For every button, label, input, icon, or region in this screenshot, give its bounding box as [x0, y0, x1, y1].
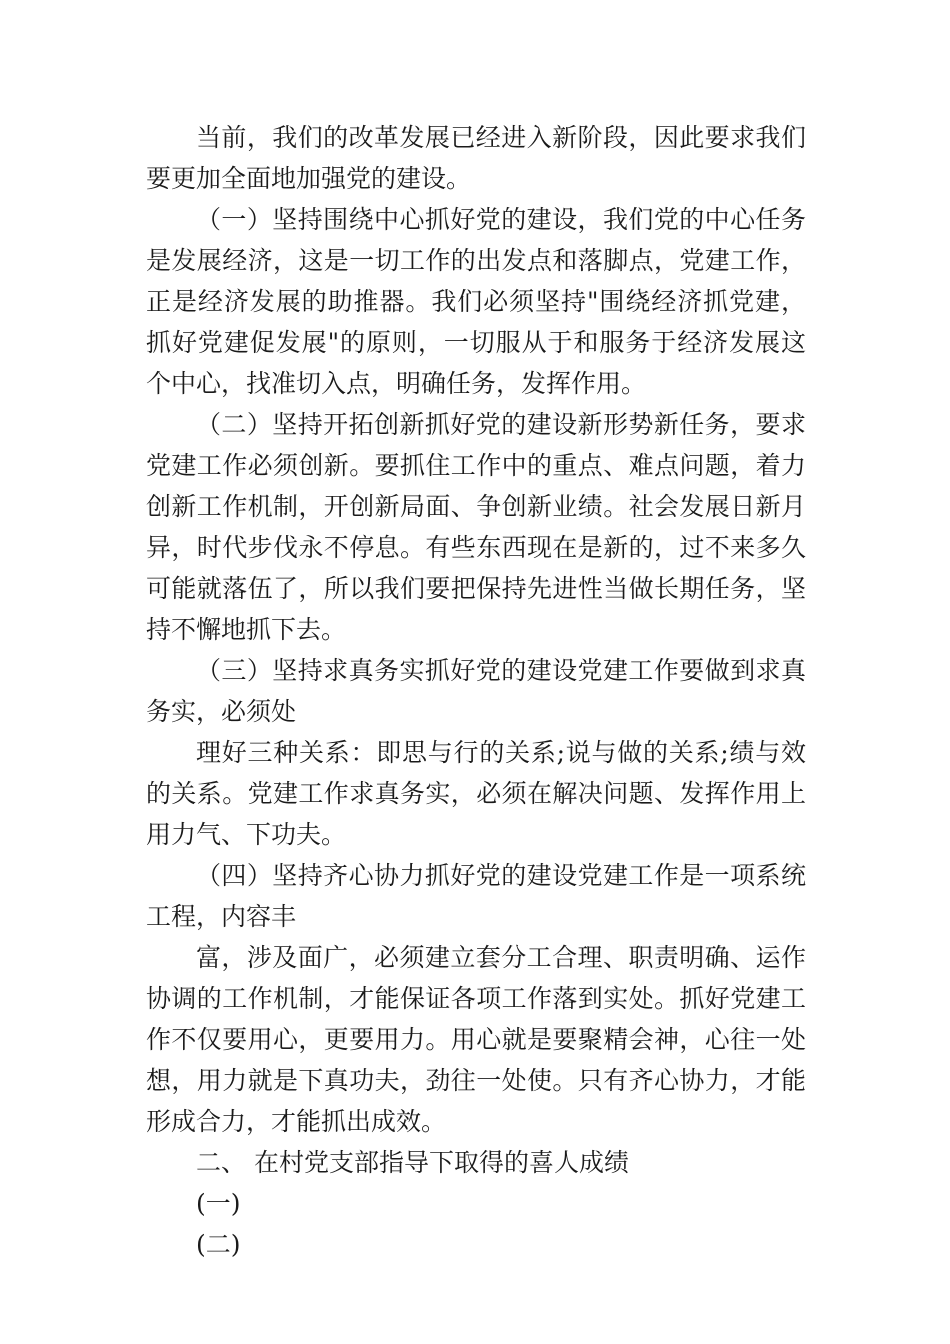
document-body: [146, 117, 806, 1265]
heading-achievements: 二、 在村党支部指导下取得的喜人成绩: [196, 1148, 629, 1177]
paragraph-section-2: （二）坚持开拓创新抓好党的建设新形势新任务，要求党建工作必须创新。要抓住工作中的重点、难点问题，着力创新工作机制，开创新局面、争创新业绩。社会发展日新月异，时代步伐永不停息。有些东西现在是新的，过不来多久可能就落伍了，所以我们要把保持先进性当做长期任务，坚持不懈地抓下去。: [146, 410, 806, 644]
paragraph-intro: 当前，我们的改革发展已经进入新阶段，因此要求我们要更加全面地加强党的建设。: [146, 123, 806, 193]
list-item-achievement-1: (一): [196, 1189, 241, 1218]
list-item-achievement-2: (二): [196, 1230, 241, 1259]
paragraph-section-1: （一）坚持围绕中心抓好党的建设，我们党的中心任务是发展经济，这是一切工作的出发点和落脚点，党建工作，正是经济发展的助推器。我们必须坚持"围绕经济抓党建，抓好党建促发展"的原则，一切服从于和服务于经济发展这个中心，找准切入点，明确任务，发挥作用。: [146, 205, 806, 398]
paragraph-section-3: （三）坚持求真务实抓好党的建设党建工作要做到求真务实，必须处: [146, 656, 806, 726]
paragraph-section-4: （四）坚持齐心协力抓好党的建设党建工作是一项系统工程，内容丰: [146, 861, 806, 931]
paragraph-section-3-continued: 理好三种关系：即思与行的关系;说与做的关系;绩与效的关系。党建工作求真务实，必须在解决问题、发挥作用上用力气、下功夫。: [146, 738, 806, 849]
paragraph-section-4-continued: 富，涉及面广，必须建立套分工合理、职责明确、运作协调的工作机制，才能保证各项工作落到实处。抓好党建工作不仅要用心，更要用力。用心就是要聚精会神，心往一处想，用力就是下真功夫，劲往一处使。只有齐心协力，才能形成合力，才能抓出成效。: [146, 943, 806, 1136]
